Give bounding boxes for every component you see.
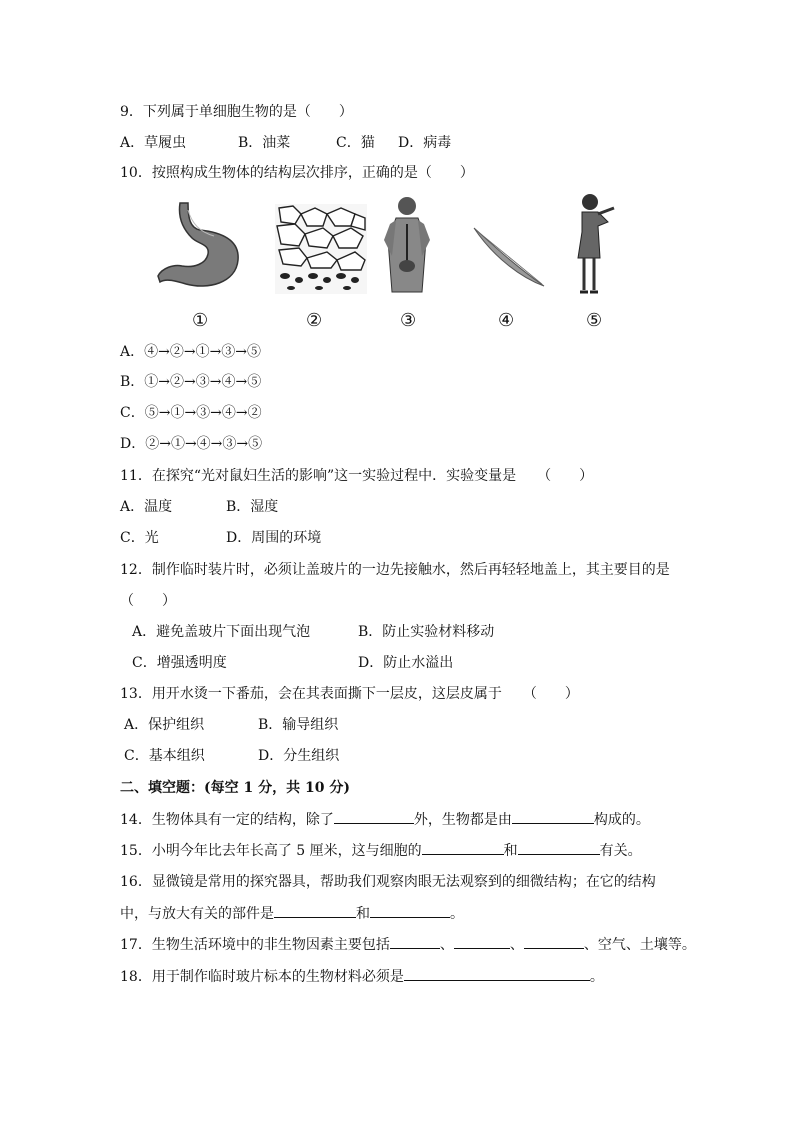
q13-option-c: C．基本组织 [124,748,205,764]
q18-part1: 18．用于制作临时玻片标本的生物材料必须是 [120,969,404,985]
q12-option-d: D．防止水溢出 [358,655,454,671]
figure-label-2: ② [306,310,323,331]
q16-blank-1[interactable] [274,903,356,918]
q18-blank-1[interactable] [404,966,590,981]
q9-option-c: C．猫 [336,135,375,151]
q13-option-b: B．输导组织 [258,717,339,733]
q10-option-d: D．②→①→④→③→⑤ [120,436,263,452]
q13-option-a: A．保护组织 [124,717,205,733]
q12-option-c: C．增强透明度 [132,655,227,671]
figure-label-5: ⑤ [586,310,603,331]
q14-part2: 外，生物都是由 [413,812,512,828]
figure-label-1: ① [192,310,209,331]
human-system-image [382,194,432,298]
q11-option-c: C．光 [120,530,159,546]
q14-part3: 构成的。 [593,812,650,828]
section-2-title: 二、填空题：(每空 1 分，共 10 分) [120,780,350,796]
q14-blank-1[interactable] [334,809,414,824]
figure-label-3: ③ [400,310,417,331]
q17 [120,934,696,955]
q15-part1: 15．小明今年比去年长高了 5 厘米，这与细胞的 [120,843,422,859]
q10-option-a: A．④→②→①→③→⑤ [120,344,262,360]
q15-part2: 和 [503,843,518,859]
q11-option-a: A．温度 [120,499,173,515]
q15-blank-1[interactable] [422,840,504,855]
q15-blank-2[interactable] [518,840,600,855]
q11-option-d: D．周围的环境 [226,530,322,546]
q9-stem: 9．下列属于单细胞生物的是（ ） [120,104,353,120]
q10-stem: 10．按照构成生物体的结构层次排序，正确的是（ ） [120,165,474,181]
q10-option-c: C．⑤→①→③→④→② [120,405,262,421]
q13-stem: 13．用开水烫一下番茄，会在其表面撕下一层皮，这层皮属于 （ ） [120,686,579,702]
q17-sep2: 、 [509,937,524,953]
leaf-image [470,222,550,292]
q10-option-b: B．①→②→③→④→⑤ [120,374,262,390]
q18 [120,966,604,987]
tissue-image [275,204,367,294]
q14 [120,809,650,830]
q14-part1: 14．生物体具有一定的结构，除了 [120,812,334,828]
q17-part1: 17．生物生活环境中的非生物因素主要包括 [120,937,390,953]
q12-option-a: A．避免盖玻片下面出现气泡 [132,624,311,640]
q12-stem: 12．制作临时装片时，必须让盖玻片的一边先接触水，然后再轻轻地盖上，其主要目的是 [120,562,670,578]
q17-part2: 、空气、土壤等。 [583,937,696,953]
q12-stem-cont: （ ） [120,593,176,609]
q17-blank-3[interactable] [524,934,584,949]
q17-blank-2[interactable] [454,934,510,949]
q15-part3: 有关。 [599,843,642,859]
q16-part3: 。 [450,906,464,922]
stomach-image [148,198,248,298]
q12-option-b: B．防止实验材料移动 [358,624,495,640]
q13-option-d: D．分生组织 [258,748,340,764]
q11-stem: 11．在探究“光对鼠妇生活的影响”这一实验过程中．实验变量是 （ ） [120,468,594,484]
q16-blank-2[interactable] [370,903,450,918]
q9-option-b: B．油菜 [238,135,291,151]
figure-label-4: ④ [498,310,515,331]
q9-option-d: D．病毒 [398,135,452,151]
q16-part2: 和 [356,906,370,922]
q10-figure [120,192,630,332]
q11-option-b: B．湿度 [226,499,279,515]
q16-part1: 中，与放大有关的部件是 [120,906,274,922]
q15 [120,840,642,861]
q17-blank-1[interactable] [390,934,440,949]
q16-line1: 16．显微镜是常用的探究器具，帮助我们观察肉眼无法观察到的细微结构；在它的结构 [120,874,656,890]
q18-part2: 。 [589,969,604,985]
q14-blank-2[interactable] [512,809,594,824]
person-image [568,192,622,300]
q17-sep1: 、 [439,937,454,953]
q9-option-a: A．草履虫 [120,135,187,151]
q16-line2 [120,903,464,924]
